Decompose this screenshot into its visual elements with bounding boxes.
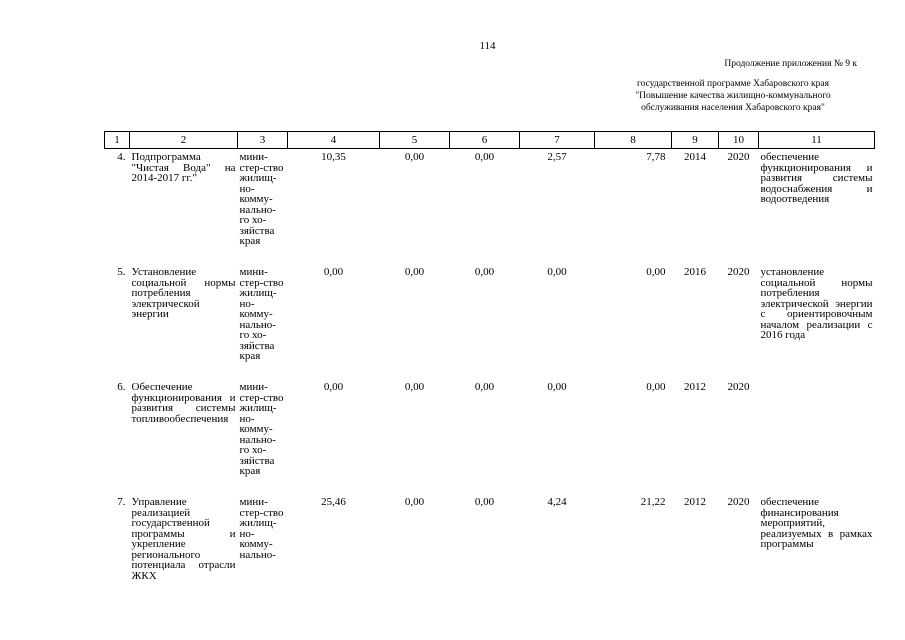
table-row <box>105 494 875 581</box>
row-executor: мини-стер-ство жилищ-но-комму-нально-го хо-зяйства края <box>239 381 284 477</box>
row-number: 4. <box>117 151 126 163</box>
row-start-year: 2012 <box>684 496 706 508</box>
row-number: 5. <box>117 266 126 278</box>
row-executor: мини-стер-ство жилищ-но-комму-нально-го хо-зяйства края <box>239 151 284 247</box>
appendix-line: государственной программе Хабаровского края <box>636 79 830 89</box>
row-value: 10,35 <box>321 151 346 163</box>
row-number: 6. <box>117 381 126 393</box>
row-value: 0,00 <box>474 151 495 163</box>
row-end-year: 2020 <box>727 496 750 508</box>
row-value: 0,00 <box>474 266 495 278</box>
row-name: Установление социальной нормы потребления электрической энергии <box>131 266 236 320</box>
appendix-line: обслуживания населения Хабаровского края" <box>641 103 825 113</box>
row-value: 0,00 <box>547 266 567 278</box>
row-value: 0,00 <box>323 381 344 393</box>
row-end-year: 2020 <box>727 266 750 278</box>
row-name: Подпрограмма "Чистая Вода" на 2014-2017 гг." <box>131 151 236 184</box>
row-start-year: 2014 <box>684 151 706 163</box>
row-executor: мини-стер-ство жилищ-но-комму-нально-го хо-зяйства края <box>239 266 284 362</box>
appendix-header <box>603 58 863 114</box>
row-value: 0,00 <box>547 381 567 393</box>
row-value: 0,00 <box>646 266 666 278</box>
row-result: обеспечение финансирования мероприятий, реализуемых в рамках программы <box>760 496 873 550</box>
row-value: 0,00 <box>323 266 344 278</box>
row-value: 2,57 <box>547 151 567 163</box>
column-header: 8 <box>595 132 672 149</box>
row-name: Обеспечение функционирования и развития системы топливообеспечения <box>131 381 236 425</box>
row-start-year: 2012 <box>684 381 706 393</box>
column-header: 1 <box>105 132 130 149</box>
row-end-year: 2020 <box>727 151 750 163</box>
column-header: 10 <box>719 132 759 149</box>
row-value: 0,00 <box>474 381 495 393</box>
column-header: 9 <box>672 132 719 149</box>
row-value: 0,00 <box>404 151 425 163</box>
row-value: 0,00 <box>646 381 666 393</box>
appendix-line: "Повышение качества жилищно-коммунального <box>635 91 831 101</box>
row-start-year: 2016 <box>684 266 706 278</box>
row-value: 7,78 <box>646 151 666 163</box>
column-number-row <box>105 132 875 149</box>
row-end-year: 2020 <box>727 381 750 393</box>
column-header: 5 <box>380 132 450 149</box>
row-result: обеспечение функционирования и развития системы водоснабжения и водоотведения <box>760 151 873 205</box>
column-header: 3 <box>238 132 288 149</box>
row-value: 4,24 <box>547 496 567 508</box>
row-value: 0,00 <box>474 496 495 508</box>
table-row <box>105 379 875 494</box>
column-header: 6 <box>450 132 520 149</box>
table-row <box>105 264 875 379</box>
column-header: 2 <box>130 132 238 149</box>
row-number: 7. <box>117 496 126 508</box>
row-result <box>759 379 875 494</box>
column-header: 4 <box>288 132 380 149</box>
row-value: 21,22 <box>640 496 666 508</box>
row-executor: мини-стер-ство жилищ-но-комму-нально- <box>239 496 284 561</box>
page-number: 114 <box>479 40 496 52</box>
row-value: 0,00 <box>404 496 425 508</box>
program-table <box>104 131 875 581</box>
column-header: 7 <box>520 132 595 149</box>
column-header: 11 <box>759 132 875 149</box>
row-value: 0,00 <box>404 266 425 278</box>
table-row <box>105 149 875 265</box>
row-value: 0,00 <box>404 381 425 393</box>
row-value: 25,46 <box>321 496 346 508</box>
row-result: установление социальной нормы потребления электрической энергии с ориентировочным началом реализации с 2016 года <box>760 266 873 341</box>
row-name: Управление реализацией государственной программы и укрепление регионального потенциала отрасли ЖКХ <box>131 496 236 582</box>
appendix-title: Продолжение приложения № 9 к <box>724 59 857 69</box>
